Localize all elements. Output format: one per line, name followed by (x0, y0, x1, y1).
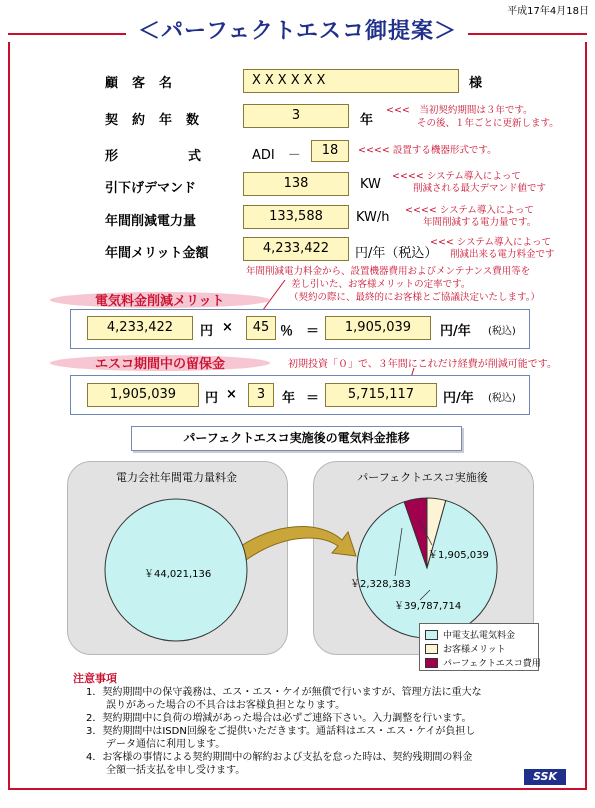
contract-note-2: その後、１年ごとに更新します。 (417, 118, 559, 129)
caution-item-2-line-1: 2．契約期間中に負荷の増減があった場合は必ずご連絡下さい。入力調整を行います。 (86, 713, 472, 724)
rate-note-1: 年間削減電力料金から、設置機器費用およびメンテナンス費用等を (246, 266, 531, 277)
calc2-tax: (税込) (488, 393, 516, 404)
calc1-yen: 円 (200, 324, 214, 339)
rate-note-2: 差し引いた、お客様メリットの定率です。 (291, 279, 471, 290)
calc2-unit: 円/年 (443, 391, 474, 406)
caution-item-3-line-2: データ通信に利用します。 (86, 739, 226, 750)
page-title: ＜パーフェクトエスコ御提案＞ (138, 19, 457, 44)
ssk-logo: SSK (524, 769, 566, 785)
demand-label: 引下げデマンド (105, 181, 197, 196)
model-label-2: 式 (188, 149, 202, 164)
left-chart-title: 電力会社年間電力量料金 (116, 471, 237, 484)
legend-label-cost: パーフェクトエスコ費用 (443, 659, 541, 669)
calc1-label: 電気料金削減メリット (95, 294, 225, 309)
chart-legend (419, 623, 539, 671)
caution-item-1 (86, 686, 482, 712)
pie-label-main: ￥39,787,714 (394, 601, 462, 612)
calc1-result-field[interactable]: 1,905,039 (325, 316, 431, 340)
caution-item-4-line-2: 全額一括支払を申し受けます。 (86, 765, 246, 776)
contract-label: 契約年数 (105, 113, 214, 128)
calc2-result-field[interactable]: 5,715,117 (325, 383, 437, 407)
caution-item-1-line-1: 1．契約期間中の保守義務は、エス・エス・ケイが無償で行いますが、管理方法に重大な (86, 687, 482, 698)
contract-note-1: <<< 当初契約期間は３年です。 (386, 105, 533, 116)
customer-suffix: 様 (469, 76, 483, 91)
demand-note-1: <<<< システム導入によって (392, 171, 521, 182)
calc2-yen: 円 (205, 391, 219, 406)
caution-item-4 (86, 751, 472, 777)
caution-item-1-line-2: 誤りがあった場合の不具合はお客様負担となります。 (86, 700, 346, 711)
legend-label-merit: お客様メリット (443, 645, 506, 655)
pie-label-merit: ￥1,905,039 (428, 550, 489, 561)
power-label: 年間削減電力量 (105, 214, 197, 229)
merit-note-2: 削減出来る電力料金です (450, 249, 555, 260)
legend-swatch-cost (425, 658, 438, 668)
calc1-rate-field[interactable]: 45 (246, 316, 276, 340)
legend-swatch-merit (425, 644, 438, 654)
calc2-amount-field[interactable]: 1,905,039 (87, 383, 199, 407)
caution-item-3-line-1: 3．契約期間中はISDN回線をご提供いただきます。通話料はエス・エス・ケイが負担し (86, 726, 476, 737)
model-field[interactable]: 18 (311, 140, 349, 162)
power-unit: KW/h (356, 210, 390, 225)
calc1-equals: ＝ (306, 324, 320, 339)
calc2-years-field[interactable]: 3 (248, 383, 274, 407)
calc2-year-unit: 年 (282, 391, 296, 406)
contract-unit: 年 (360, 113, 374, 128)
demand-unit: KW (360, 177, 381, 192)
legend-label-main: 中電支払電気料金 (443, 631, 516, 641)
customer-label: 顧客名 (105, 76, 187, 91)
calc1-times: × (222, 320, 233, 335)
calc2-label: エスコ期間中の留保金 (95, 357, 226, 372)
demand-note-2: 削減される最大デマンド値です (413, 183, 547, 194)
power-note-2: 年間削減する電力量です。 (423, 217, 537, 228)
merit-field[interactable]: 4,233,422 (243, 237, 349, 261)
power-note-1: <<<< システム導入によって (405, 205, 534, 216)
caution-item-2 (86, 712, 471, 725)
calc1-unit: 円/年 (440, 324, 471, 339)
merit-label: 年間メリット金額 (105, 246, 209, 261)
calc1-amount-field[interactable]: 4,233,422 (87, 316, 193, 340)
chart-section-title: パーフェクトエスコ実施後の電気料金推移 (131, 426, 462, 451)
caution-item-4-line-1: 4．お客様の事情による契約期間中の解約および支払を怠った時は、契約残期間の料金 (86, 752, 473, 763)
transition-arrow (238, 527, 356, 560)
model-note: <<<< 設置する機器形式です。 (358, 145, 497, 156)
merit-note-1: <<< システム導入によって (430, 237, 551, 248)
model-prefix: ADI － (252, 148, 301, 163)
pie-label-cost: ￥2,328,383 (350, 579, 411, 590)
demand-field[interactable]: 138 (243, 172, 349, 196)
merit-unit: 円/年（税込） (355, 246, 438, 261)
calc2-equals: ＝ (306, 391, 320, 406)
customer-name-field[interactable]: XXXXXX (243, 69, 459, 93)
calc2-note: 初期投資「０」で、３年間にこれだけ経費が削減可能です。 (288, 359, 557, 370)
calc1-tax: (税込) (488, 326, 516, 337)
calc2-times: × (226, 387, 237, 402)
legend-swatch-main (425, 630, 438, 640)
caution-title: 注意事項 (73, 672, 117, 685)
right-chart-title: パーフェクトエスコ実施後 (357, 471, 488, 484)
document-date: 平成17年4月18日 (507, 6, 589, 17)
caution-item-3 (86, 725, 475, 751)
model-label-1: 形 (105, 149, 119, 164)
calc1-pct: ％ (280, 324, 294, 339)
contract-years-field[interactable]: 3 (243, 104, 349, 128)
left-pie-label: ￥44,021,136 (144, 569, 212, 580)
power-field[interactable]: 133,588 (243, 205, 349, 229)
rate-note-3: （契約の際に、最終的にお客様とご協議決定いたします。） (289, 292, 540, 303)
